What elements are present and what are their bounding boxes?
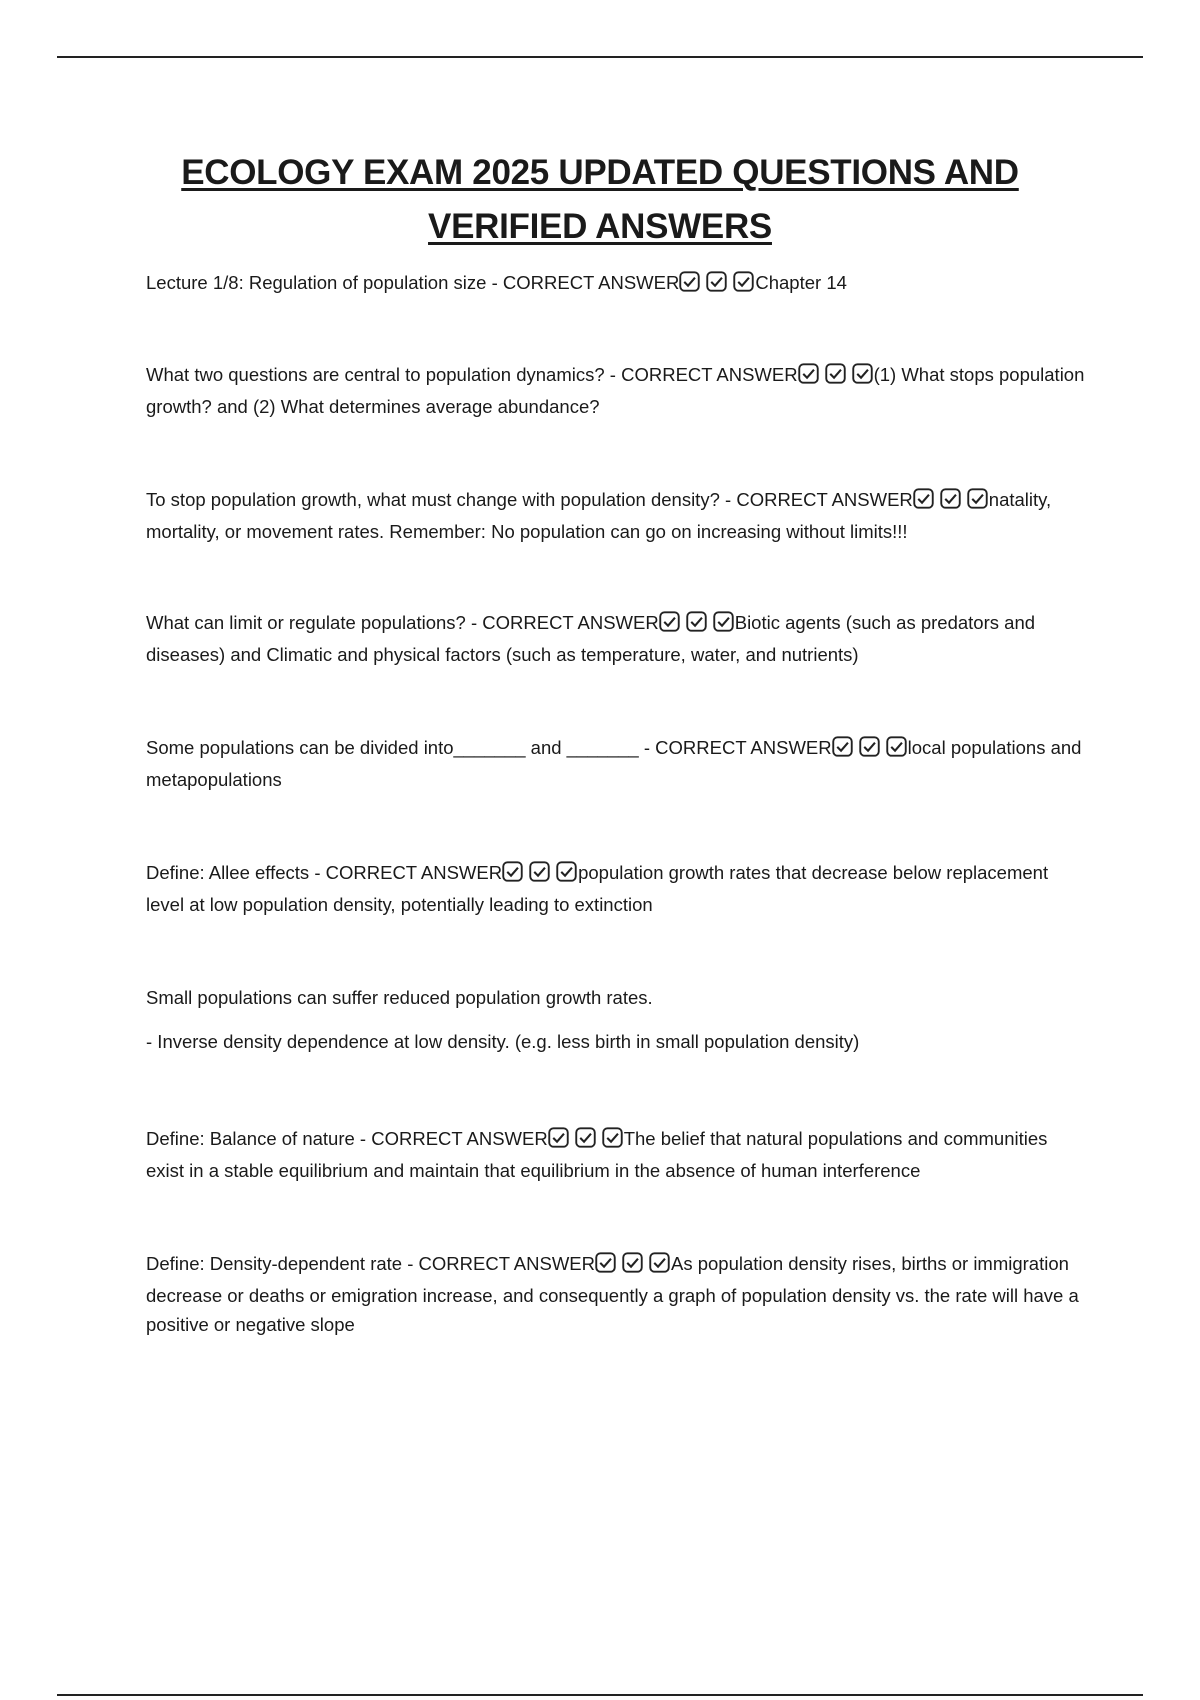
answer-marker: CORRECT ANSWER: [621, 364, 798, 385]
separator: -: [354, 1128, 372, 1149]
answer-marker: CORRECT ANSWER: [736, 489, 913, 510]
answer-marker: CORRECT ANSWER: [325, 862, 503, 883]
checkbox-checked-icon: [622, 1252, 643, 1273]
document-title: [0, 146, 1200, 254]
check-marks: [913, 488, 989, 517]
check-marks: [502, 861, 578, 890]
question-text: Define: Balance of nature: [146, 1128, 355, 1149]
checkbox-checked-icon: [940, 488, 961, 509]
question-text: To stop population growth, what must change with population density?: [146, 489, 720, 510]
answer-text: As population density rises, births or immigration decrease or deaths or emigration increase, and consequently a graph of population density vs. the rate will have a positive or negative slope: [146, 1253, 1079, 1335]
checkbox-checked-icon: [502, 861, 523, 882]
answer-text: Biotic agents (such as predators and diseases) and Climatic and physical factors (such as temperature, water, and nutrients): [146, 612, 1036, 665]
question-text: What can limit or regulate populations?: [146, 612, 466, 633]
answer-text: local populations and metapopulations: [146, 737, 1082, 790]
note-block: [146, 983, 1086, 1056]
checkbox-checked-icon: [556, 861, 577, 882]
checkbox-checked-icon: [602, 1127, 623, 1148]
question-text: Define: Allee effects: [146, 862, 310, 883]
qa-item-1: [146, 268, 1086, 300]
check-marks: [832, 736, 908, 765]
note-line-1: Small populations can suffer reduced population growth rates.: [146, 987, 653, 1008]
question-text: Some populations can be divided into_______ and _______: [146, 737, 639, 758]
qa-list: [146, 268, 1086, 1339]
qa-item-8: [146, 1249, 1086, 1339]
question-text: Lecture 1/8: Regulation of population size: [146, 272, 487, 293]
check-marks: [659, 611, 735, 640]
checkbox-checked-icon: [595, 1252, 616, 1273]
qa-item-7: [146, 1124, 1086, 1185]
qa-item-6: [146, 858, 1086, 919]
answer-text: (1) What stops population growth? and (2) What determines average abundance?: [146, 364, 1085, 417]
bottom-rule: [57, 1694, 1143, 1696]
title-line-2: VERIFIED ANSWERS: [428, 207, 772, 246]
qa-item-4: [146, 608, 1086, 669]
question-text: What two questions are central to population dynamics?: [146, 364, 605, 385]
separator: -: [486, 272, 503, 293]
checkbox-checked-icon: [679, 271, 700, 292]
answer-marker: CORRECT ANSWER: [482, 612, 659, 633]
answer-marker: CORRECT ANSWER: [655, 737, 832, 758]
check-marks: [548, 1127, 624, 1156]
separator: -: [465, 612, 483, 633]
checkbox-checked-icon: [913, 488, 934, 509]
answer-text: natality, mortality, or movement rates. Remember: No population can go on increasing without limits!!!: [146, 489, 1052, 542]
checkbox-checked-icon: [548, 1127, 569, 1148]
checkbox-checked-icon: [825, 363, 846, 384]
checkbox-checked-icon: [659, 611, 680, 632]
answer-text: The belief that natural populations and communities exist in a stable equilibrium and maintain that equilibrium in the absence of human interference: [146, 1128, 1048, 1181]
checkbox-checked-icon: [686, 611, 707, 632]
answer-marker: CORRECT ANSWER: [502, 272, 680, 293]
checkbox-checked-icon: [713, 611, 734, 632]
checkbox-checked-icon: [852, 363, 873, 384]
checkbox-checked-icon: [733, 271, 754, 292]
separator: -: [309, 862, 326, 883]
check-marks: [679, 271, 755, 300]
top-rule: [57, 56, 1143, 58]
checkbox-checked-icon: [649, 1252, 670, 1273]
qa-item-5: [146, 733, 1086, 794]
checkbox-checked-icon: [886, 736, 907, 757]
qa-item-2: [146, 360, 1086, 421]
answer-marker: CORRECT ANSWER: [418, 1253, 595, 1274]
answer-text: Chapter 14: [755, 272, 847, 293]
separator: -: [638, 737, 656, 758]
answer-text: population growth rates that decrease below replacement level at low population density, potentially leading to extinction: [146, 862, 1049, 915]
check-marks: [595, 1252, 671, 1281]
check-marks: [798, 363, 874, 392]
title-line-1: ECOLOGY EXAM 2025 UPDATED QUESTIONS AND: [181, 153, 1019, 192]
checkbox-checked-icon: [798, 363, 819, 384]
checkbox-checked-icon: [859, 736, 880, 757]
checkbox-checked-icon: [575, 1127, 596, 1148]
separator: -: [719, 489, 737, 510]
separator: -: [604, 364, 622, 385]
separator: -: [402, 1253, 419, 1274]
checkbox-checked-icon: [967, 488, 988, 509]
checkbox-checked-icon: [706, 271, 727, 292]
checkbox-checked-icon: [832, 736, 853, 757]
note-line-2: - Inverse density dependence at low density. (e.g. less birth in small population density): [146, 1031, 860, 1052]
answer-marker: CORRECT ANSWER: [371, 1128, 548, 1149]
checkbox-checked-icon: [529, 861, 550, 882]
qa-item-3: [146, 485, 1086, 546]
question-text: Define: Density-dependent rate: [146, 1253, 403, 1274]
